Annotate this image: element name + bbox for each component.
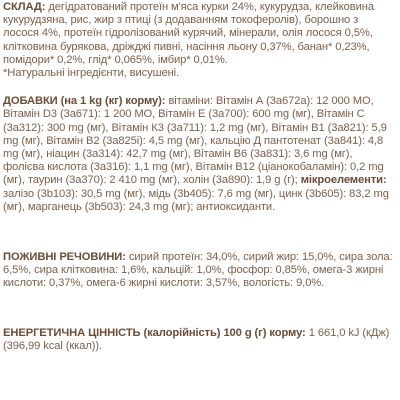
composition-text: дегідратований протеїн м'яса курки 24%, кукурудза, клейковина кукурудзяна, рис, жир з птиці (з додаванням токоферолів), борошно з лосося 4%, протеїн гідролізований курячий, мінерали, олія лосося 0,5%, клітковина бурякова, дріжджі пивні, насіння льону 0,37%, банан* 0,23%, помідори* 0,2%, глід* 0,065%, імбир* 0,01%. <box>3 1 374 66</box>
vitamins-text: Вітамін А (3a672a): 12 000 МО, Вітамін D3 (3a671): 1 200 МО, Вітамін Е (3a700): 600 mg (мг), Вітамін С (3a312): 300 mg (мг), Вітамін К3 (3a711): 1,2 mg (мг), Вітамін В1 (3a821): 5,9 mg (мг), Вітамін В2 (3a825i): 4,5 mg (мг), кальцію Д пантотенат (3a841): 4,8 mg (мг), ніацин (3a314): 42,7 mg (мг), Вітамін В6 (3a831): 3,6 mg (мг), фолієва кислота (3a316): 1,1 mg (мг), Вітамін В12 (ціанокобаламін): 0,2 mg (мг), таурин (3a370): 2 410 mg (мг), холін (3a890): 1,9 g (г); <box>3 95 387 187</box>
microelements-text: залізо (3b103): 30,5 mg (мг), мідь (3b405): 7,6 mg (мг), цинк (3b605): 83,2 mg (мг), марганець (3b503): 24,3 mg (мг); антиоксиданти. <box>3 187 389 213</box>
additives-label: ДОБАВКИ (на 1 kg (кг) корму): <box>3 95 166 108</box>
natural-ingredients-note: *Натуральні інгредієнти, висушені. <box>3 67 180 80</box>
composition-label: СКЛАД: <box>3 1 46 13</box>
nutrients-label: ПОЖИВНІ РЕЧОВИНИ: <box>3 251 126 264</box>
energy-section <box>3 327 396 353</box>
vitamins-label: вітаміни: <box>168 95 213 108</box>
energy-text: 1 661,0 kJ (кДж) (396,99 kcal (ккал)). <box>3 326 390 352</box>
microelements-label: мікроелементи: <box>300 174 387 187</box>
nutrients-section <box>3 251 396 291</box>
additives-section <box>3 95 396 214</box>
energy-label: ЕНЕРГЕТИЧНА ЦІННІСТЬ (калорійність) 100 g (г) корму: <box>3 326 306 339</box>
composition-section <box>3 0 396 67</box>
nutrients-text: сирий протеїн: 34,0%, сирий жир: 15,0%, сира зола: 6,5%, сира клітковина: 1,6%, кальцій: 1,0%, фосфор: 0,85%, омега-3 жирні кислоти: 0,37%, омега-6 жирні кислоти: 3,57%, вологість: 9,0%. <box>3 251 393 290</box>
